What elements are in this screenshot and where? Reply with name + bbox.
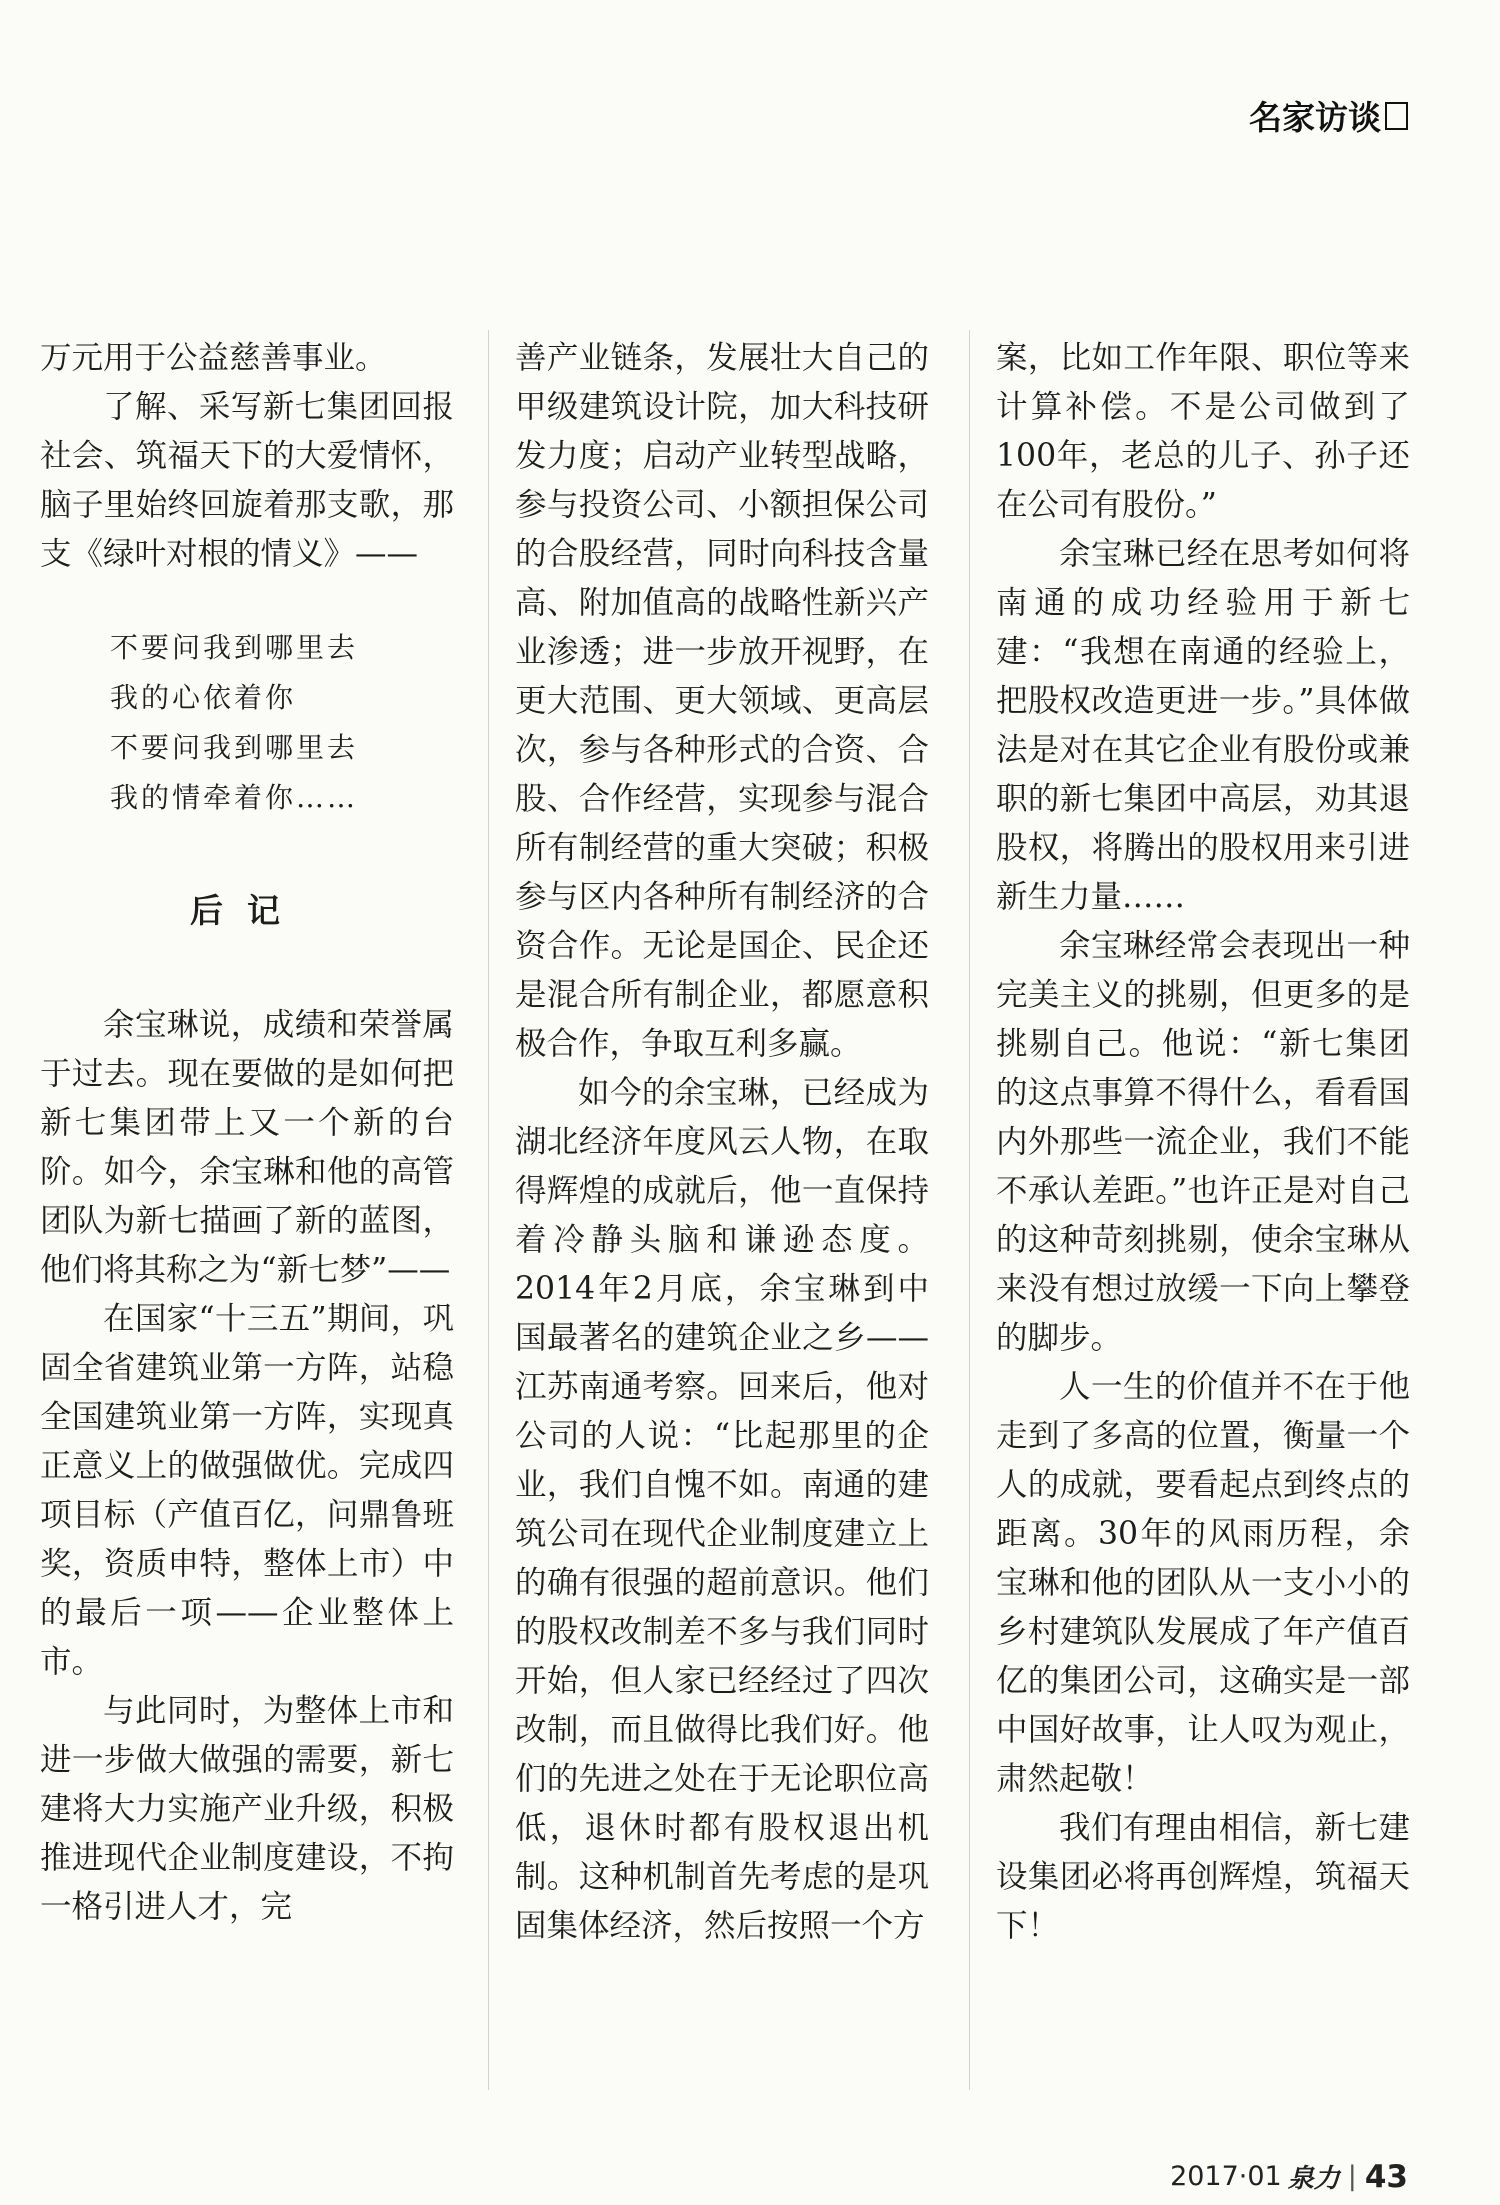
paragraph: 我们有理由相信，新七建设集团必将再创辉煌，筑福天下！ [996, 1810, 1410, 1944]
section-box-icon [1385, 102, 1408, 130]
paragraph: 余宝琳说，成绩和荣誉属于过去。现在要做的是如何把新七集团带上又一个新的台阶。如今，余宝琳和他的高管团队为新七描画了新的蓝图，他们将其称之为“新七梦”—— [40, 1007, 454, 1288]
paragraph: 案，比如工作年限、职位等来计算补偿。不是公司做到了100年，老总的儿子、孙子还在公司有股份。” [996, 340, 1410, 523]
paragraph: 了解、采写新七集团回报社会、筑福天下的大爱情怀，脑子里始终回旋着那支歌，那支《绿叶对根的情义》—— [40, 389, 454, 572]
paragraph: 与此同时，为整体上市和进一步做大做强的需要，新七建将大力实施产业升级，积极推进现代企业制度建设，不拘一格引进人才，完 [40, 1693, 454, 1925]
section-title: 后记 [190, 891, 304, 930]
footer-separator: | [1347, 2161, 1357, 2192]
paragraph: 余宝琳经常会表现出一种完美主义的挑剔，但更多的是挑剔自己。他说：“新七集团的这点事算不得什么，看看国内外那些一流企业，我们不能不承认差距。”也许正是对自己的这种苛刻挑剔，使余宝琳从来没有想过放缓一下向上攀登的脚步。 [996, 928, 1410, 1356]
page-number: 43 [1364, 2158, 1408, 2195]
paragraph: 万元用于公益慈善事业。 [40, 340, 387, 376]
article-column-2 [515, 334, 929, 1951]
magazine-logo: 泉力 [1287, 2164, 1340, 2194]
lyric-line: 我的情牵着你…… [110, 781, 359, 814]
paragraph: 如今的余宝琳，已经成为湖北经济年度风云人物，在取得辉煌的成就后，他一直保持着冷静头脑和谦逊态度。2014年2月底，余宝琳到中国最著名的建筑企业之乡——江苏南通考察。回来后，他对公司的人说：“比起那里的企业，我们自愧不如。南通的建筑公司在现代企业制度建立上的确有很强的超前意识。他们的股权改制差不多与我们同时开始，但人家已经经过了四次改制，而且做得比我们好。他们的先进之处在于无论职位高低，退休时都有股权退出机制。这种机制首先考虑的是巩固集体经济，然后按照一个方 [515, 1075, 929, 1944]
paragraph: 余宝琳已经在思考如何将南通的成功经验用于新七建：“我想在南通的经验上，把股权改造更进一步。”具体做法是对在其它企业有股份或兼职的新七集团中高层，劝其退股权，将腾出的股权用来引进新生力量…… [996, 536, 1410, 915]
article-column-3 [996, 334, 1410, 1951]
song-lyrics [110, 623, 454, 823]
section-header [1249, 92, 1408, 139]
column-divider [488, 330, 489, 2090]
lyric-line: 不要问我到哪里去 [110, 631, 359, 664]
issue-date: 2017·01 [1170, 2161, 1282, 2192]
paragraph: 善产业链条，发展壮大自己的甲级建筑设计院，加大科技研发力度；启动产业转型战略，参与投资公司、小额担保公司的合股经营，同时向科技含量高、附加值高的战略性新兴产业渗透；进一步放开视野，在更大范围、更大领域、更高层次，参与各种形式的合资、合股、合作经营，实现参与混合所有制经营的重大突破；积极参与区内各种所有制经济的合资合作。无论是国企、民企还是混合所有制企业，都愿意积极合作，争取互利多赢。 [515, 340, 929, 1062]
paragraph: 在国家“十三五”期间，巩固全省建筑业第一方阵，站稳全国建筑业第一方阵，实现真正意义上的做强做优。完成四项目标（产值百亿，问鼎鲁班奖，资质申特，整体上市）中的最后一项——企业整体上市。 [40, 1301, 454, 1680]
page-footer [1170, 2158, 1408, 2195]
lyric-line: 我的心依着你 [110, 681, 297, 714]
article-column-1 [40, 334, 454, 1932]
paragraph: 人一生的价值并不在于他走到了多高的位置，衡量一个人的成就，要看起点到终点的距离。30年的风雨历程，余宝琳和他的团队从一支小小的乡村建筑队发展成了年产值百亿的集团公司，这确实是一部中国好故事，让人叹为观止，肃然起敬！ [996, 1369, 1410, 1797]
column-divider [969, 330, 970, 2090]
lyric-line: 不要问我到哪里去 [110, 731, 359, 764]
section-label: 名家访谈 [1249, 98, 1381, 137]
